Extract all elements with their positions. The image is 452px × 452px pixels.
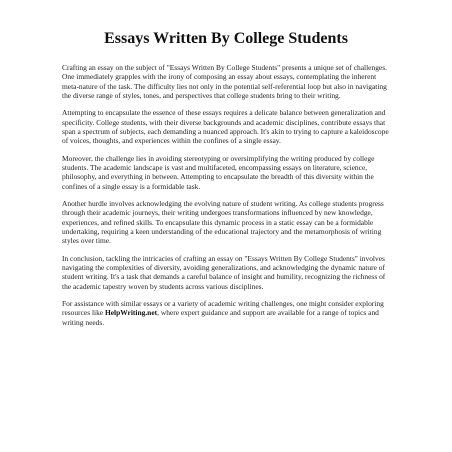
closing-text-after-link: , where expert guidance and support are available for a range of topics and writing needs. bbox=[62, 308, 379, 327]
page-title: Essays Written By College Students bbox=[104, 30, 348, 47]
paragraph-stereotyping: Moreover, the challenge lies in avoiding stereotyping or oversimplifying the writing produced by college students. The academic landscape is vast and multifaceted, encompassing essays on literature, science, philosophy, and everything in between. Attempting to encapsulate the breadth of this diversity within the confines of a single essay is a formidable task. bbox=[62, 153, 375, 191]
paragraph-conclusion: In conclusion, tackling the intricacies of crafting an essay on "Essays Written By College Students" involves navigating the complexities of diversity, avoiding generalizations, and acknowledging the dynamic nature of student writing. It's a task that demands a careful balance of insight and humility, recognizing the richness of the academic tapestry woven by students across various disciplines. bbox=[62, 253, 386, 291]
paragraph-evolving-writing: Another hurdle involves acknowledging the evolving nature of student writing. As college students progress through their academic journeys, their writing undergoes transformations influenced by new knowledge, experiences, and refined skills. To encapsulate this dynamic process in a static essay can be a formidable undertaking, requiring a keen understanding of the educational trajectory and the metamorphosis of writing styles over time. bbox=[62, 199, 384, 246]
paragraph-intro: Crafting an essay on the subject of "Essays Written By College Students" presents a unique set of challenges. One immediately grapples with the irony of composing an essay about essays, contemplating the inherent meta-nature of the task. The difficulty lies not only in the potential self-referential loop but also in navigating the diverse range of styles, tones, and perspectives that college students bring to their writing. bbox=[62, 63, 387, 100]
closing-text-before-link: For assistance with similar essays or a variety of academic writing challenges, one might consider exploring resources like bbox=[62, 299, 384, 318]
paragraph-closing bbox=[62, 299, 390, 327]
document-body bbox=[62, 63, 390, 327]
helpwriting-link-text: HelpWriting.net bbox=[104, 308, 158, 318]
paragraph-balance: Attempting to encapsulate the essence of these essays requires a delicate balance between generalization and specificity. College students, with their diverse backgrounds and academic disciplines, contribute essays that span a spectrum of subjects, each demanding a nuanced approach. It's akin to trying to capture a kaleidoscope of voices, thoughts, and experiences within the confines of a single essay. bbox=[62, 108, 389, 146]
